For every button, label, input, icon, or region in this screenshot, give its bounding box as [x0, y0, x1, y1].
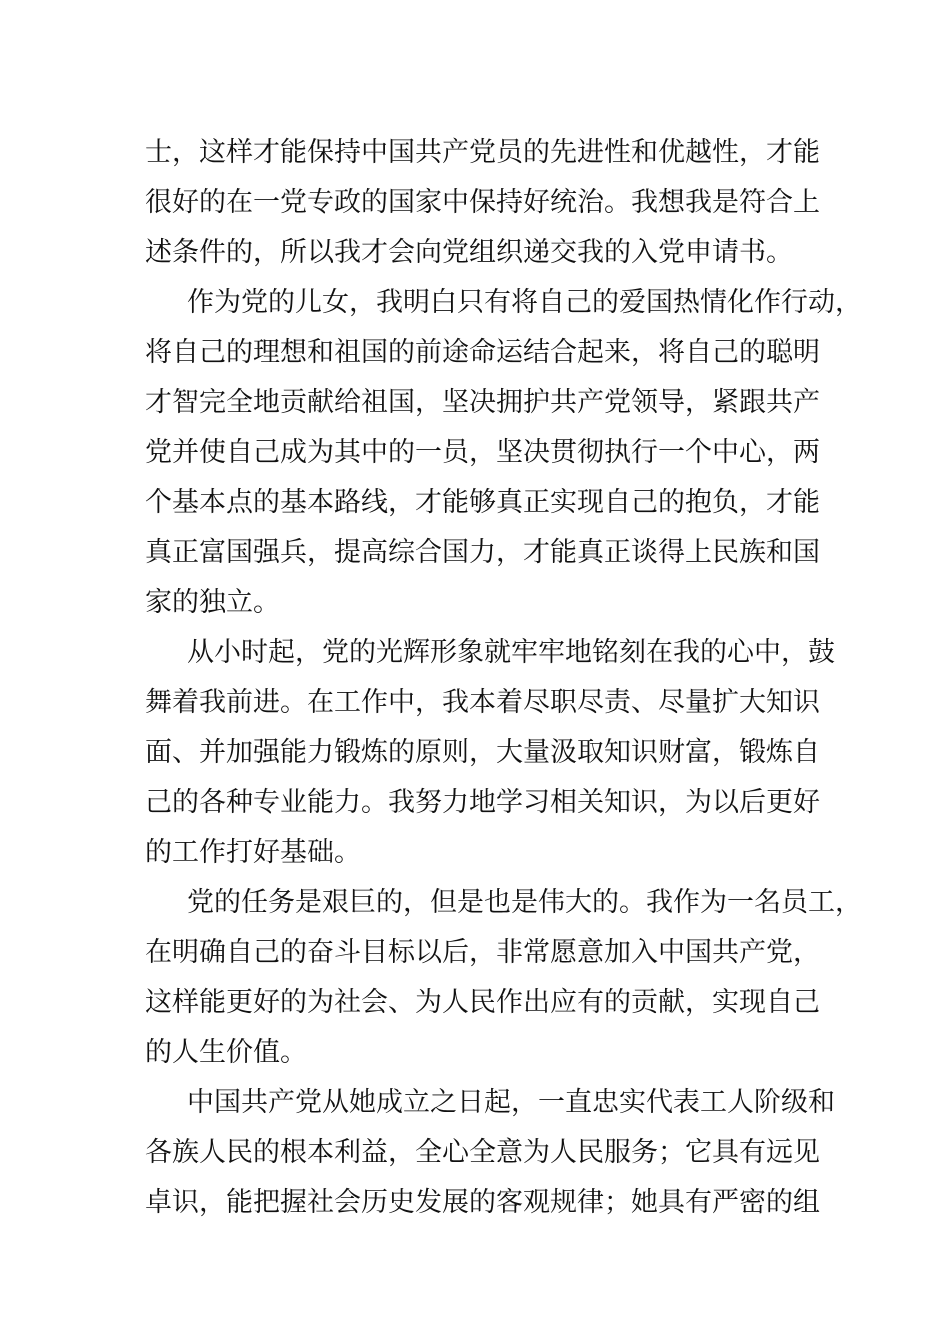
paragraph-first-line: 作为党的儿女，我明白只有将自己的爱国热情化作行动， [187, 287, 862, 318]
text-line: 很好的在一党专政的国家中保持好统治。我想我是符合上 [145, 187, 820, 218]
text-line: 的人生价值。 [145, 1037, 307, 1068]
text-line: 士，这样才能保持中国共产党员的先进性和优越性，才能 [145, 137, 820, 168]
text-line: 舞着我前进。在工作中，我本着尽职尽责、尽量扩大知识 [145, 687, 820, 718]
paragraph-first-line: 党的任务是艰巨的，但是也是伟大的。我作为一名员工， [187, 887, 862, 918]
text-line: 述条件的，所以我才会向党组织递交我的入党申请书。 [145, 237, 793, 268]
text-line: 在明确自己的奋斗目标以后，非常愿意加入中国共产党， [145, 937, 820, 968]
text-line: 党并使自己成为其中的一员，坚决贯彻执行一个中心，两 [145, 437, 820, 468]
text-line: 家的独立。 [145, 587, 280, 618]
text-line: 的工作打好基础。 [145, 837, 361, 868]
text-line: 真正富国强兵，提高综合国力，才能真正谈得上民族和国 [145, 537, 820, 568]
paragraph-first-line: 中国共产党从她成立之日起，一直忠实代表工人阶级和 [187, 1087, 835, 1118]
body-text [145, 128, 862, 1228]
text-line: 面、并加强能力锻炼的原则，大量汲取知识财富，锻炼自 [145, 737, 820, 768]
text-line: 将自己的理想和祖国的前途命运结合起来，将自己的聪明 [145, 337, 820, 368]
text-line: 各族人民的根本利益，全心全意为人民服务；它具有远见 [145, 1137, 820, 1168]
text-line: 卓识，能把握社会历史发展的客观规律；她具有严密的组 [145, 1187, 820, 1218]
text-line: 才智完全地贡献给祖国，坚决拥护共产党领导，紧跟共产 [145, 387, 820, 418]
text-line: 己的各种专业能力。我努力地学习相关知识，为以后更好 [145, 787, 820, 818]
text-line: 个基本点的基本路线，才能够真正实现自己的抱负，才能 [145, 487, 820, 518]
paragraph-first-line: 从小时起，党的光辉形象就牢牢地铭刻在我的心中，鼓 [187, 637, 835, 668]
text-line: 这样能更好的为社会、为人民作出应有的贡献，实现自己 [145, 987, 820, 1018]
